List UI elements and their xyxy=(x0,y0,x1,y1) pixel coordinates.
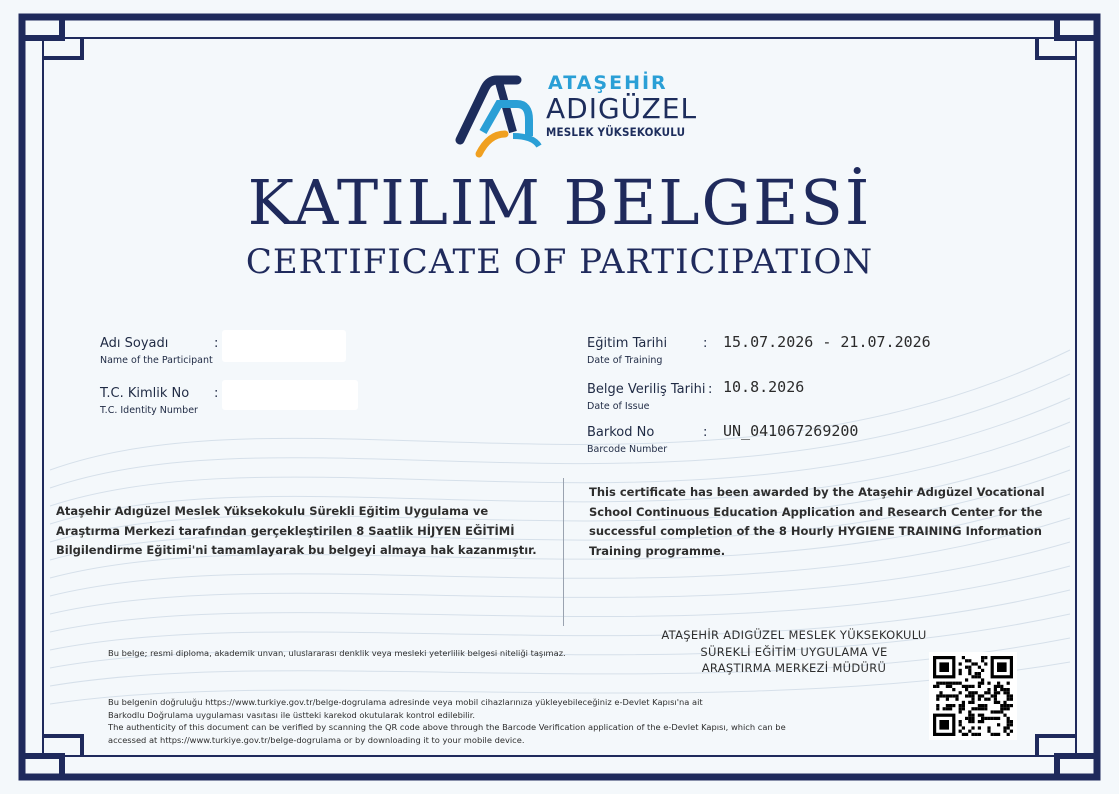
name-colon: : xyxy=(214,336,219,351)
signatory-line: ATAŞEHİR ADIGÜZEL MESLEK YÜKSEKOKULU xyxy=(661,628,927,642)
logo-line-1: ATAŞEHİR xyxy=(548,72,668,94)
statement-tr-line: Bilgilendirme Eğitimi'ni tamamlayarak bu belgeyi almaya hak kazanmıştır. xyxy=(56,543,537,557)
wave-line xyxy=(50,374,1070,488)
title-turkish: KATILIM BELGESİ xyxy=(247,166,872,239)
statement-en-line: successful completion of the 8 Hourly HYGIENE TRAINING Information xyxy=(589,524,1042,538)
qr-code-graphic xyxy=(929,652,1017,740)
name-sublabel: Name of the Participant xyxy=(100,355,213,366)
training-date-value: 15.07.2026 - 21.07.2026 xyxy=(723,333,931,351)
statement-english xyxy=(589,483,1059,561)
issue-date-value: 10.8.2026 xyxy=(723,378,805,396)
verification-line: accessed at https://www.turkiye.gov.tr/belge-dogrulama or by downloading it to your mobile device. xyxy=(108,734,525,745)
wave-line xyxy=(50,350,1070,470)
signatory-line: ARAŞTIRMA MERKEZİ MÜDÜRÜ xyxy=(701,661,887,675)
statement-en-line: Training programme. xyxy=(589,543,726,558)
identity-label: T.C. Kimlik No xyxy=(100,386,190,401)
issue-date-label: Belge Veriliş Tarihi xyxy=(587,382,706,397)
verification-note xyxy=(108,696,868,746)
issue-date-colon: : xyxy=(708,382,713,397)
identity-value xyxy=(222,380,358,410)
identity-sublabel: T.C. Identity Number xyxy=(100,405,198,416)
statement-en-line: School Continuous Education Application and Research Center for the xyxy=(589,504,1043,519)
logo-line-2: ADIGÜZEL xyxy=(546,92,698,125)
verification-line: Barkodlu Doğrulama uygulaması vasıtası ile üstteki karekod okutularak kontrol edilebilir. xyxy=(108,709,476,720)
barcode-label: Barkod No xyxy=(587,425,655,440)
disclaimer-note: Bu belge; resmi diploma, akademik unvan, uluslararası denklik veya mesleki yeterlilik belgesi niteliği taşımaz. xyxy=(108,648,566,658)
statement-en-line: This certificate has been awarded by the Ataşehir Adıgüzel Vocational xyxy=(589,485,1045,499)
name-value xyxy=(222,330,346,362)
statement-tr-line: Araştırma Merkezi tarafından gerçekleştirilen 8 Saatlik HİJYEN EĞİTİMİ xyxy=(56,523,515,538)
name-label: Adı Soyadı xyxy=(100,336,169,351)
title-english: CERTIFICATE OF PARTICIPATION xyxy=(245,242,874,282)
barcode-sublabel: Barcode Number xyxy=(587,444,668,455)
barcode-colon: : xyxy=(703,425,708,440)
divider xyxy=(563,478,564,626)
statement-tr-line: Ataşehir Adıgüzel Meslek Yüksekokulu Sürekli Eğitim Uygulama ve xyxy=(56,504,489,518)
training-date-colon: : xyxy=(703,336,708,351)
training-date-label: Eğitim Tarihi xyxy=(587,336,668,351)
signatory-line: SÜREKLİ EĞİTİM UYGULAMA VE xyxy=(700,644,888,659)
verification-line: The authenticity of this document can be verified by scanning the QR code above through the Barcode Verification application of the e-Devlet Kapısı, which can be xyxy=(108,722,786,732)
barcode-value: UN_041067269200 xyxy=(723,422,859,440)
verification-line: Bu belgenin doğruluğu https://www.turkiye.gov.tr/belge-dogrulama adresinde veya mobil cihazlarınıza yükleyebileceğiniz e-Devlet Kapısı'na ait xyxy=(108,697,703,707)
training-date-sublabel: Date of Training xyxy=(587,355,663,366)
qr-code-icon[interactable] xyxy=(929,652,1017,740)
identity-colon: : xyxy=(214,386,219,401)
logo-line-3: MESLEK YÜKSEKOKULU xyxy=(546,125,686,139)
statement-turkish xyxy=(56,502,556,561)
signatory-title xyxy=(640,627,948,677)
issue-date-sublabel: Date of Issue xyxy=(587,401,650,412)
